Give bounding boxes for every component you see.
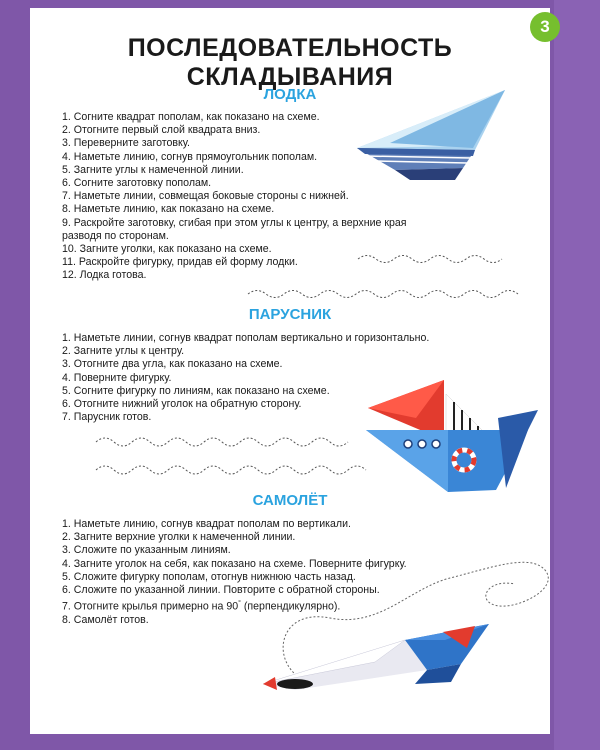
origami-airplane-illustration [255, 622, 495, 700]
list-item: 5. Загните углы к намеченной линии. [62, 163, 244, 176]
background-frame [554, 0, 600, 750]
list-item: 1. Наметьте линию, согнув квадрат пополам по вертикали. [62, 518, 351, 530]
step-text: 7. Отогните крылья примерно на 90 [62, 600, 239, 613]
section-title-sailboat: ПАРУСНИК [248, 306, 332, 323]
list-item: 6. Отогните нижний уголок на обратную сторону. [62, 398, 302, 411]
list-item: 8. Наметьте линию, как показано на схеме. [62, 203, 275, 216]
section-title-boat: ЛОДКА [263, 86, 317, 103]
list-item: 3. Переверните заготовку. [62, 137, 190, 150]
page-number-badge: 3 [530, 12, 560, 42]
list-item: 11. Раскройте фигурку, придав ей форму лодки. [62, 256, 298, 269]
list-item: 3. Отогните два угла, как показано на схеме. [62, 358, 283, 371]
list-item: 2. Отогните первый слой квадрата вниз. [62, 124, 261, 137]
list-item: 6. Сложите по указанной линии. Повторите с обратной стороны. [62, 584, 380, 597]
list-item: 5. Согните фигурку по линиям, как показано на схеме. [62, 384, 330, 397]
list-item: 4. Поверните фигурку. [62, 371, 172, 384]
list-item: 7. Парусник готов. [62, 411, 152, 424]
origami-sailboat-illustration [366, 378, 541, 496]
dotted-wave-line [248, 287, 518, 301]
list-item: 9. Раскройте заготовку, сгибая при этом углы к центру, а верхние края [62, 216, 407, 229]
list-item: 7. Наметьте линии, совмещая боковые стороны с нижней. [62, 190, 349, 203]
list-item: 8. Самолёт готов. [62, 613, 149, 626]
list-item: 12. Лодка готова. [62, 269, 147, 282]
step-text-suffix: (перпендикулярно). [240, 600, 341, 613]
section-title-airplane: САМОЛЁТ [252, 492, 328, 509]
list-item: 1. Согните квадрат пополам, как показано на схеме. [62, 111, 320, 123]
list-item: разводя по сторонам. [62, 229, 169, 242]
dotted-wave-line [96, 434, 348, 450]
list-item: 4. Загните уголок на себя, как показано на схеме. Поверните фигурку. [62, 557, 407, 570]
list-item: 3. Сложите по указанным линиям. [62, 544, 231, 557]
list-item: 6. Согните заготовку пополам. [62, 177, 212, 190]
dotted-wave-line [358, 252, 508, 266]
degree-superscript: ° [238, 600, 241, 608]
page-title: ПОСЛЕДОВАТЕЛЬНОСТЬ СКЛАДЫВАНИЯ [127, 34, 453, 91]
list-item: 10. Загните уголки, как показано на схеме. [62, 243, 272, 256]
list-item: 1. Наметьте линии, согнув квадрат пополам вертикально и горизонтально. [62, 332, 430, 344]
list-item: 2. Загните углы к центру. [62, 345, 185, 358]
list-item: 2. Загните верхние уголки к намеченной линии. [62, 531, 296, 544]
origami-boat-illustration [355, 88, 515, 188]
list-item: 4. Наметьте линию, согнув прямоугольник пополам. [62, 150, 318, 163]
dotted-wave-line [96, 462, 366, 478]
list-item: 5. Сложите фигурку пополам, отогнув нижнюю часть назад. [62, 570, 356, 583]
